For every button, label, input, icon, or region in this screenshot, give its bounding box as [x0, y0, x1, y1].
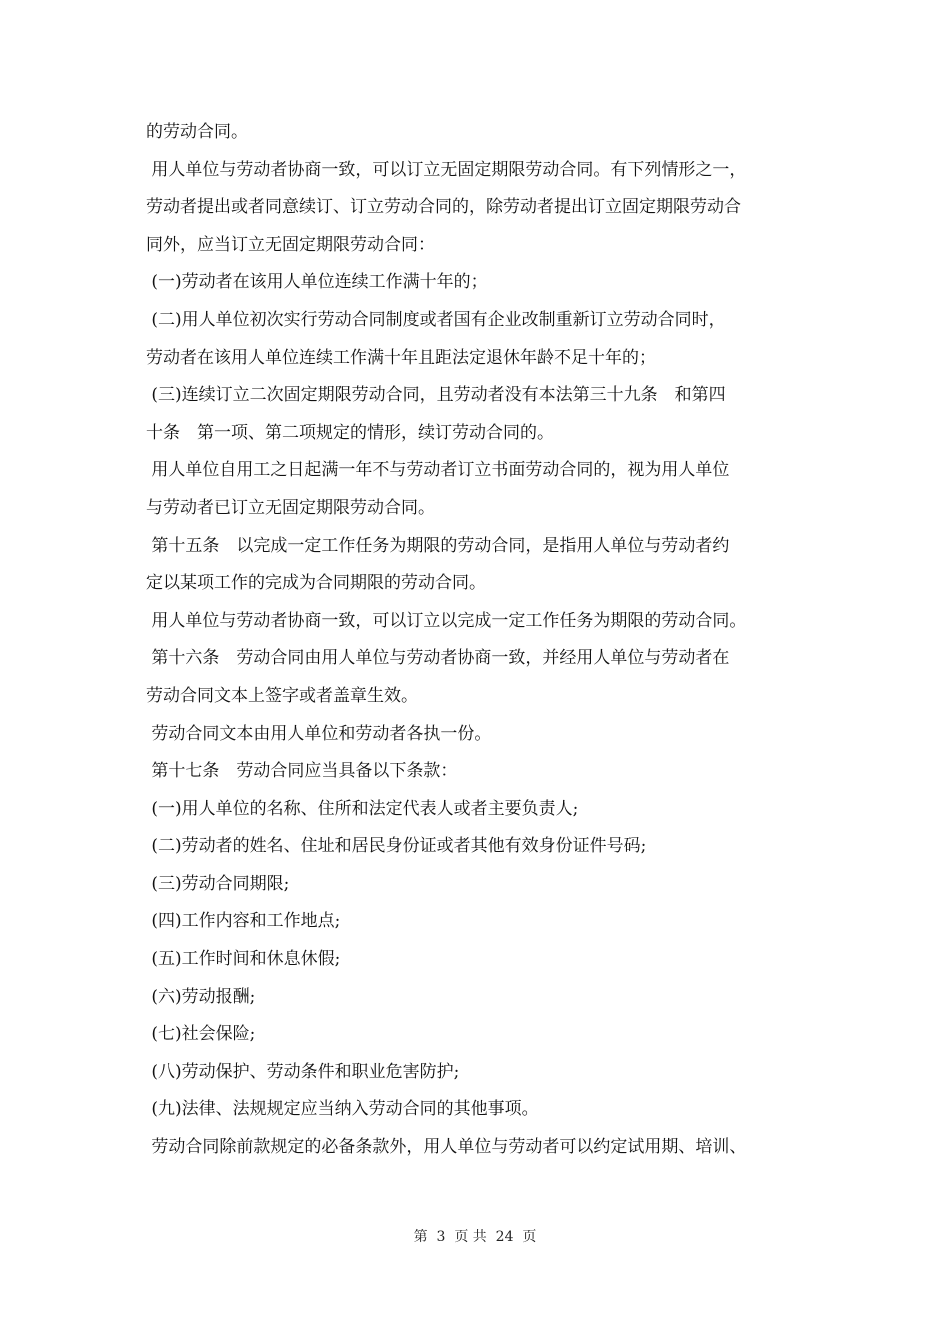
text-line: 劳动者在该用人单位连续工作满十年且距法定退休年龄不足十年的；	[146, 347, 656, 368]
text-line: (七)社会保险;	[146, 1024, 256, 1045]
text-line: (二)用人单位初次实行劳动合同制度或者国有企业改制重新订立劳动合同时，	[146, 309, 726, 330]
text-line: (五)工作时间和休息休假;	[146, 949, 341, 970]
text-line: 十条 第一项、第二项规定的情形，续订劳动合同的。	[146, 422, 554, 443]
text-line: 劳动合同文本由用人单位和劳动者各执一份。	[146, 723, 492, 744]
text-line: 第十五条 以完成一定工作任务为期限的劳动合同，是指用人单位与劳动者约	[146, 535, 730, 556]
text-line: (一)用人单位的名称、住所和法定代表人或者主要负责人;	[146, 798, 579, 819]
text-line: 同外，应当订立无固定期限劳动合同：	[146, 234, 435, 255]
text-line: (三)连续订立二次固定期限劳动合同，且劳动者没有本法第三十九条 和第四	[146, 385, 726, 406]
text-line: (一)劳动者在该用人单位连续工作满十年的；	[146, 272, 488, 293]
text-line: (二)劳动者的姓名、住址和居民身份证或者其他有效身份证件号码;	[146, 836, 647, 857]
text-line: 劳动者提出或者同意续订、订立劳动合同的，除劳动者提出订立固定期限劳动合	[146, 197, 741, 218]
text-line: 第十七条 劳动合同应当具备以下条款：	[146, 761, 458, 782]
text-line: 劳动合同文本上签字或者盖章生效。	[146, 685, 418, 706]
text-line: (六)劳动报酬;	[146, 986, 256, 1007]
page-number-footer: 第 3 页 共 24 页	[413, 1229, 537, 1245]
text-line: 定以某项工作的完成为合同期限的劳动合同。	[146, 573, 486, 594]
text-line: 劳动合同除前款规定的必备条款外，用人单位与劳动者可以约定试用期、培训、	[146, 1137, 747, 1158]
text-line: 用人单位自用工之日起满一年不与劳动者订立书面劳动合同的，视为用人单位	[146, 460, 730, 481]
text-line: (八)劳动保护、劳动条件和职业危害防护;	[146, 1061, 460, 1082]
text-line: (九)法律、法规规定应当纳入劳动合同的其他事项。	[146, 1099, 539, 1120]
text-line: 用人单位与劳动者协商一致，可以订立无固定期限劳动合同。有下列情形之一，	[146, 159, 747, 180]
text-line: (三)劳动合同期限;	[146, 873, 290, 894]
text-line: 第十六条 劳动合同由用人单位与劳动者协商一致，并经用人单位与劳动者在	[146, 648, 730, 669]
text-line: (四)工作内容和工作地点;	[146, 911, 341, 932]
text-line: 与劳动者已订立无固定期限劳动合同。	[146, 497, 435, 518]
document-body	[146, 114, 816, 1167]
text-line: 用人单位与劳动者协商一致，可以订立以完成一定工作任务为期限的劳动合同。	[146, 610, 747, 631]
text-line: 的劳动合同。	[146, 122, 248, 142]
